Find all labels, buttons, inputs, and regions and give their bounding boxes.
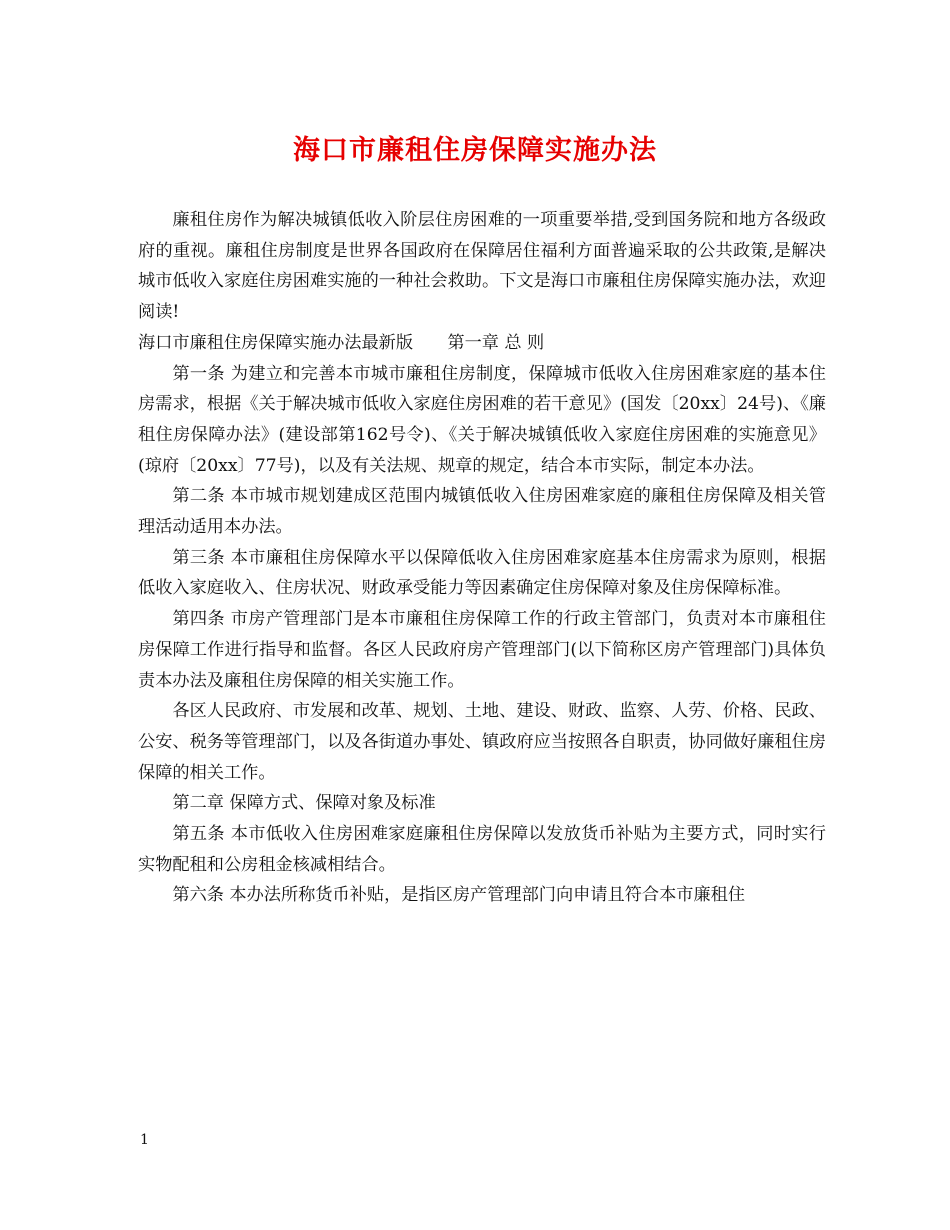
article-2: 第二条 本市城市规划建成区范围内城镇低收入住房困难家庭的廉租住房保障及相关管理活动适用本办法。 xyxy=(138,486,826,538)
document-body xyxy=(138,205,826,911)
article-5: 第五条 本市低收入住房困难家庭廉租住房保障以发放货币补贴为主要方式，同时实行实物配租和公房租金核减相结合。 xyxy=(138,824,826,875)
article-1: 第一条 为建立和完善本市城市廉租住房制度，保障城市低收入住房困难家庭的基本住房需求，根据《关于解决城市低收入家庭住房困难的若干意见》(国发〔20xx〕24号)、《廉租住房保障办法》(建设部第162号令)、《关于解决城镇低收入家庭住房困难的实施意见》(琼府〔20xx〕77号)，以及有关法规、规章的规定，结合本市实际，制定本办法。 xyxy=(138,363,826,476)
article-3: 第三条 本市廉租住房保障水平以保障低收入住房困难家庭基本住房需求为原则，根据低收入家庭收入、住房状况、财政承受能力等因素确定住房保障对象及住房保障标准。 xyxy=(138,547,826,599)
intro-paragraph: 廉租住房作为解决城镇低收入阶层住房困难的一项重要举措,受到国务院和地方各级政府的重视。廉租住房制度是世界各国政府在保障居住福利方面普遍采取的公共政策,是解决城市低收入家庭住房困难实施的一种社会救助。下文是海口市廉租住房保障实施办法，欢迎阅读! xyxy=(138,210,826,323)
chapter-heading-line: 海口市廉租住房保障实施办法最新版 第一章 总 则 xyxy=(138,332,545,353)
article-4-continued: 各区人民政府、市发展和改革、规划、土地、建设、财政、监察、人劳、价格、民政、公安、税务等管理部门，以及各街道办事处、镇政府应当按照各自职责，协同做好廉租住房保障的相关工作。 xyxy=(138,701,826,783)
page-number: 1 xyxy=(140,1132,149,1148)
chapter-2-heading: 第二章 保障方式、保障对象及标准 xyxy=(172,793,436,814)
document-title: 海口市廉租住房保障实施办法 xyxy=(293,135,657,166)
article-6: 第六条 本办法所称货币补贴，是指区房产管理部门向申请且符合本市廉租住 xyxy=(172,885,746,906)
article-4: 第四条 市房产管理部门是本市廉租住房保障工作的行政主管部门，负责对本市廉租住房保障工作进行指导和监督。各区人民政府房产管理部门(以下简称区房产管理部门)具体负责本办法及廉租住房保障的相关实施工作。 xyxy=(138,609,826,691)
